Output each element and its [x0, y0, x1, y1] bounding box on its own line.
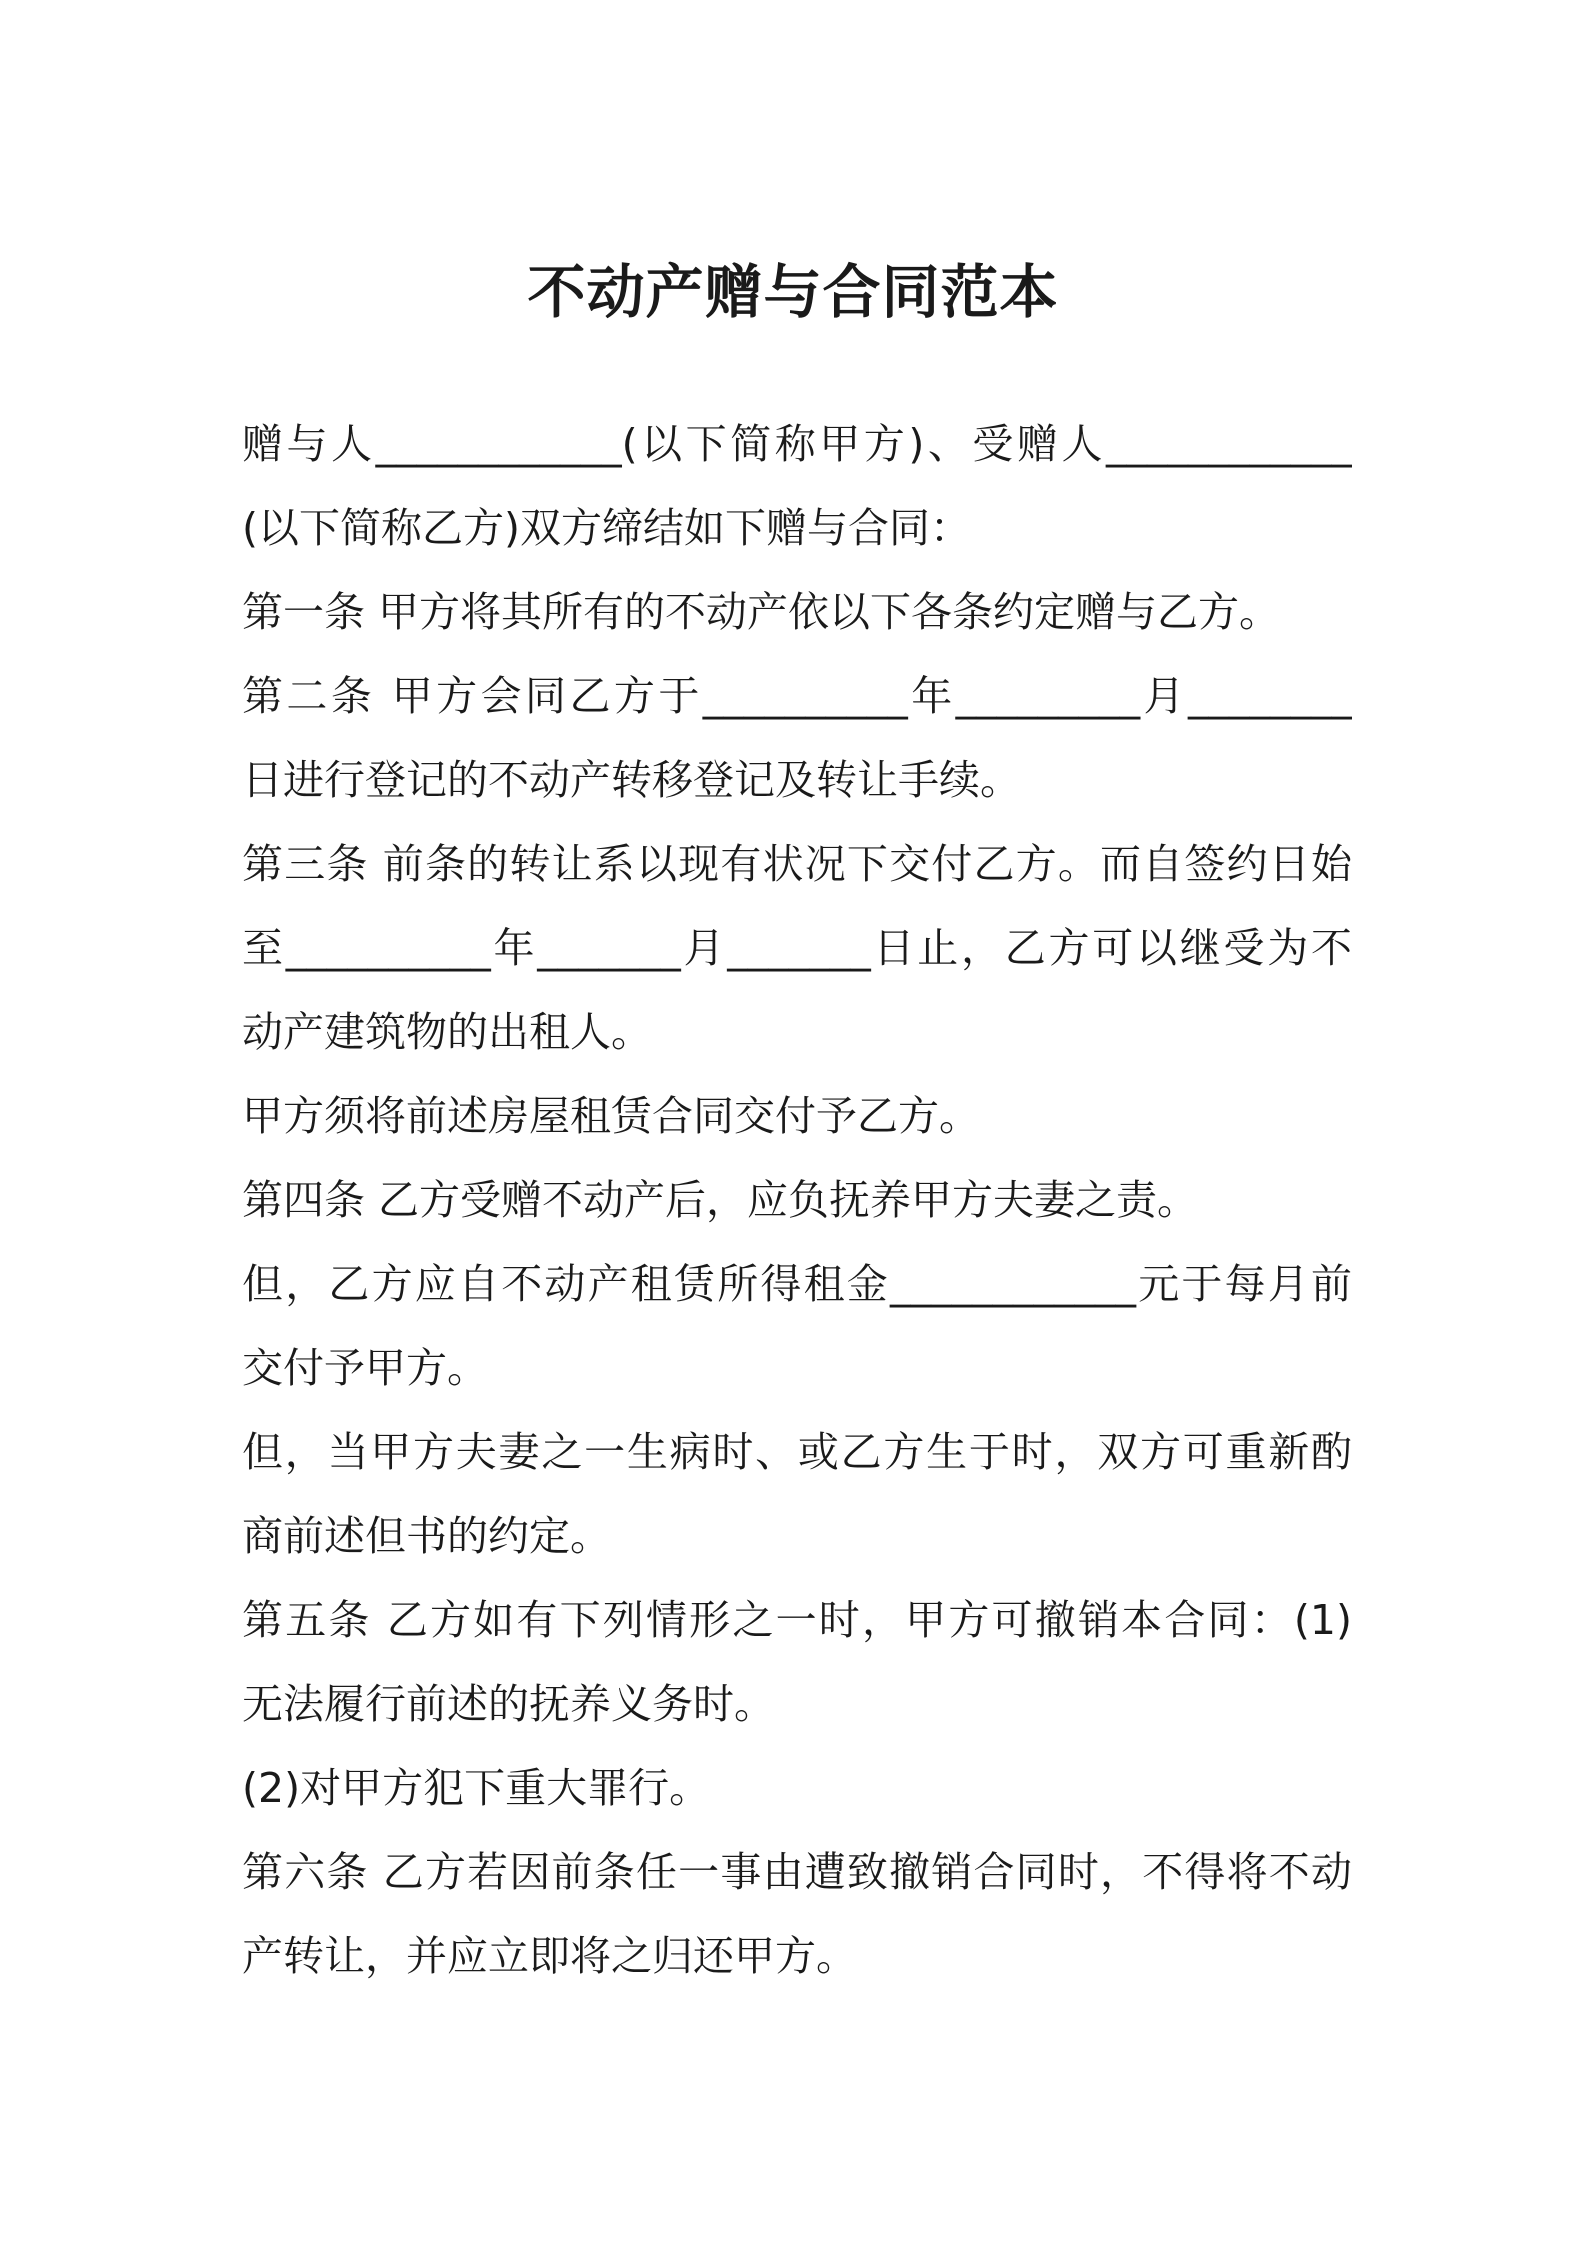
- body-line: (2)对甲方犯下重大罪行。: [242, 1764, 711, 1812]
- body-line: 动产建筑物的出租人。: [242, 1008, 652, 1056]
- document-body: [242, 402, 1352, 1998]
- body-line: 第六条 乙方若因前条任一事由遭致撤销合同时，不得将不动: [242, 1848, 1352, 1896]
- body-line: 产转让，并应立即将之归还甲方。: [242, 1932, 857, 1980]
- body-line: 第三条 前条的转让系以现有状况下交付乙方。而自签约日始: [242, 840, 1352, 888]
- body-line: 第二条 甲方会同乙方于__________年_________月________: [242, 672, 1352, 720]
- body-line: (以下简称乙方)双方缔结如下赠与合同：: [242, 504, 971, 552]
- body-line: 商前述但书的约定。: [242, 1512, 611, 1560]
- body-line: 日进行登记的不动产转移登记及转让手续。: [242, 756, 1021, 804]
- body-line: 赠与人____________(以下简称甲方)、受赠人____________: [242, 420, 1352, 468]
- body-line: 第五条 乙方如有下列情形之一时，甲方可撤销本合同：(1): [242, 1596, 1352, 1644]
- document-title: 不动产赠与合同范本: [527, 258, 1059, 326]
- body-line: 第四条 乙方受赠不动产后，应负抚养甲方夫妻之责。: [242, 1176, 1199, 1224]
- body-line: 第一条 甲方将其所有的不动产依以下各条约定赠与乙方。: [242, 588, 1281, 636]
- body-line: 甲方须将前述房屋租赁合同交付予乙方。: [242, 1092, 980, 1140]
- body-line: 但，乙方应自不动产租赁所得租金____________元于每月前: [242, 1260, 1352, 1308]
- body-line: 交付予甲方。: [242, 1344, 488, 1392]
- body-line: 但，当甲方夫妻之一生病时、或乙方生于时，双方可重新酌: [242, 1428, 1352, 1476]
- body-line: 无法履行前述的抚养义务时。: [242, 1680, 775, 1728]
- body-line: 至__________年_______月_______日止，乙方可以继受为不: [242, 924, 1352, 972]
